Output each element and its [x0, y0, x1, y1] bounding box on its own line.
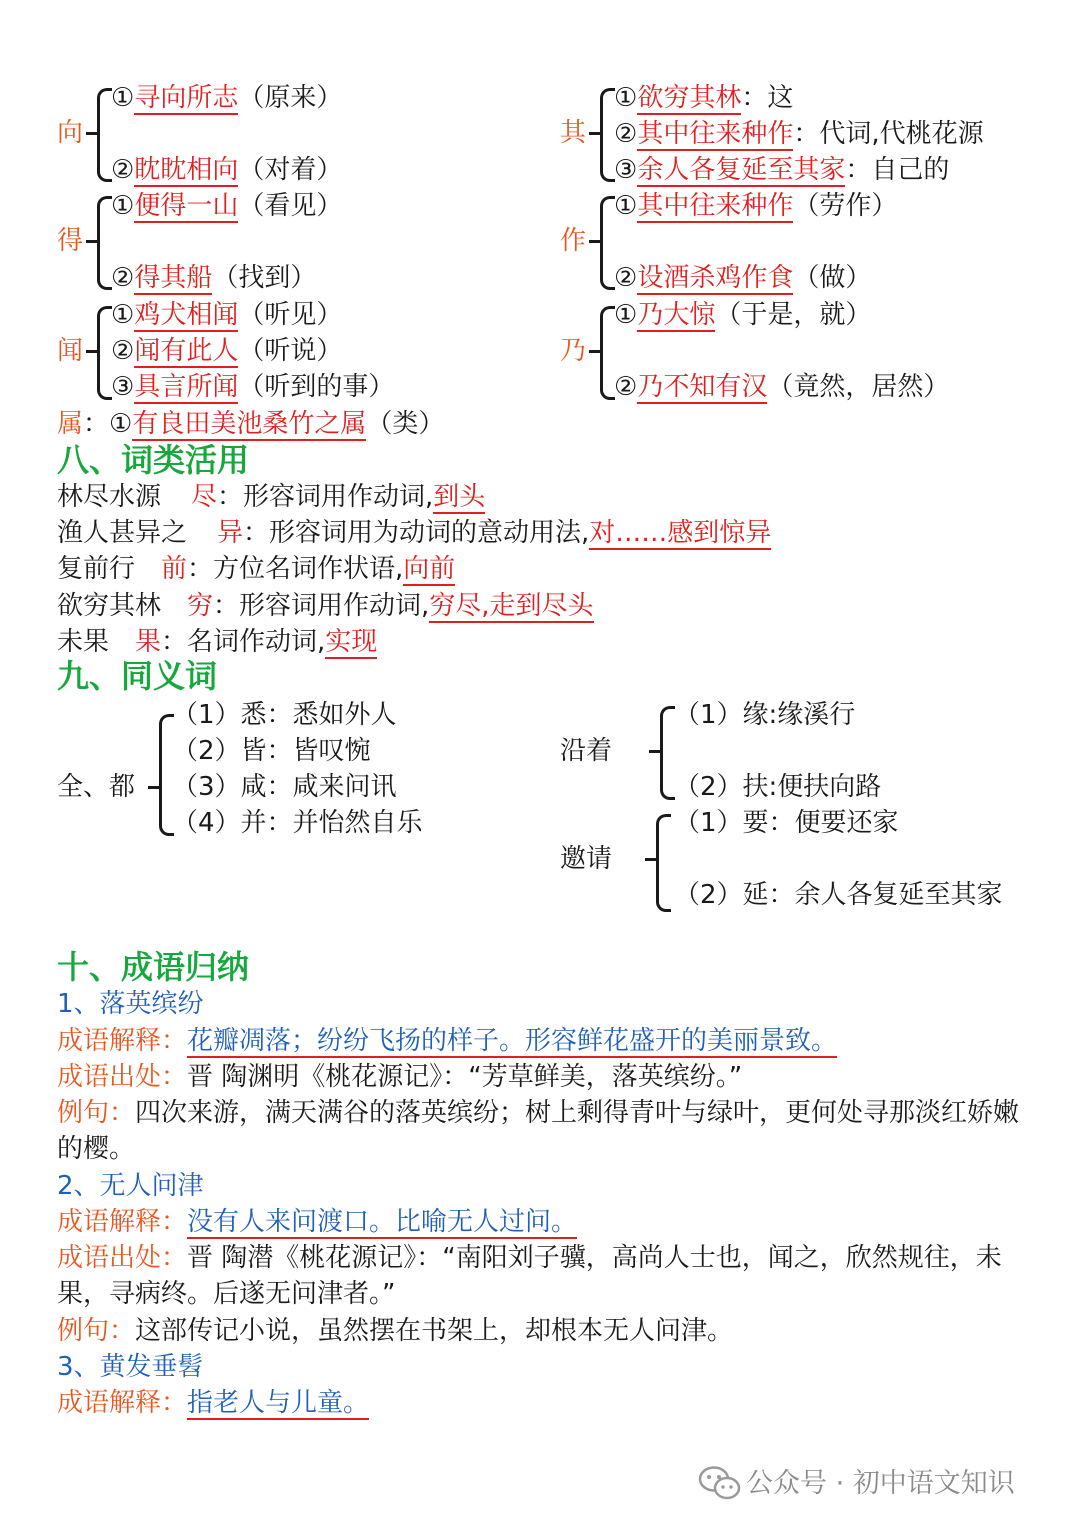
- usage-row: 渔人甚异之 异：形容词用为动词的意动用法,对……感到惊异: [57, 518, 772, 548]
- idiom-source: 成语出处：晋 陶渊明《桃花源记》：“芳草鲜美，落英缤纷。”: [57, 1062, 743, 1092]
- brace: [600, 88, 615, 182]
- polysemy-item: ③余人各复延至其家：自己的: [614, 155, 950, 185]
- idiom-source: 成语出处：晋 陶潜《桃花源记》：“南阳刘子骥，高尚人士也，闻之，欣然规往，未果，寻病终。后遂无问津者。”: [57, 1243, 1002, 1309]
- polysemy-item: ②闻有此人（听说）: [111, 336, 343, 366]
- usage-row: 未果 果：名词作动词,实现: [57, 627, 378, 657]
- idiom-name: 2、无人问津: [57, 1171, 204, 1201]
- polysemy-item: ③具言所闻（听到的事）: [111, 372, 395, 402]
- polysemy-item: ①其中往来种作（劳作）: [614, 191, 898, 221]
- polysemy-item: ②得其船（找到）: [111, 263, 317, 293]
- synonym-item: （3）咸：咸来问讯: [172, 772, 397, 802]
- polysemy-item: ②其中往来种作：代词,代桃花源: [614, 119, 984, 149]
- idiom-explanation: 成语解释：花瓣凋落；纷纷飞扬的样子。形容鲜花盛开的美丽景致。: [57, 1026, 838, 1056]
- usage-row: 欲穷其林 穷：形容词用作动词,穷尽,走到尽头: [57, 591, 594, 621]
- wechat-icon: [698, 1465, 742, 1508]
- brace: [97, 88, 112, 182]
- polysemy-item: ①欲穷其林：这: [614, 83, 794, 113]
- synonym-item: （1）要：便要还家: [674, 808, 899, 838]
- brace: [660, 706, 675, 800]
- synonym-item: （2）延：余人各复延至其家: [674, 880, 1003, 910]
- usage-row: 林尽水源 尽：形容词用作动词,到头: [57, 482, 486, 512]
- polysemy-char-xiang: 向: [57, 118, 84, 148]
- idiom-example: 例句：四次来游，满天满谷的落英缤纷；树上剩得青叶与绿叶，更何处寻那淡红娇嫩的樱。: [57, 1098, 1020, 1164]
- polysemy-char-wen: 闻: [57, 336, 84, 366]
- brace: [656, 814, 671, 912]
- synonym-item: （1）缘:缘溪行: [674, 700, 856, 730]
- brace: [600, 196, 615, 290]
- synonym-key: 全、都: [57, 772, 136, 802]
- polysemy-char-nai: 乃: [560, 336, 587, 366]
- polysemy-char-zuo: 作: [560, 226, 587, 256]
- brace: [600, 306, 615, 400]
- idiom-name: 3、黄发垂髫: [57, 1352, 204, 1382]
- idiom-name: 1、落英缤纷: [57, 989, 204, 1019]
- idiom-explanation: 成语解释：没有人来问渡口。比喻无人过问。: [57, 1207, 578, 1237]
- polysemy-item: ①鸡犬相闻（听见）: [111, 300, 343, 330]
- polysemy-item: ①乃大惊（于是，就）: [614, 300, 872, 330]
- polysemy-item: ①便得一山（看见）: [111, 191, 343, 221]
- section-title-10: 十、成语归纳: [57, 948, 250, 986]
- synonym-item: （1）悉：悉如外人: [172, 700, 397, 730]
- idiom-explanation: 成语解释：指老人与儿童。: [57, 1388, 370, 1418]
- brace: [97, 306, 112, 400]
- polysemy-item: ②设酒杀鸡作食（做）: [614, 263, 872, 293]
- polysemy-item: ②乃不知有汉（竟然，居然）: [614, 372, 950, 402]
- polysemy-item: ②眈眈相向（对着）: [111, 155, 343, 185]
- synonym-item: （2）皆：皆叹惋: [172, 736, 371, 766]
- section-title-9: 九、同义词: [57, 657, 218, 695]
- watermark-text: 公众号 · 初中语文知识: [746, 1468, 1015, 1499]
- synonym-key: 邀请: [560, 844, 613, 874]
- synonym-item: （4）并：并怡然自乐: [172, 808, 423, 838]
- polysemy-item-shu: 属：①有良田美池桑竹之属（类）: [57, 409, 445, 439]
- synonym-key: 沿着: [560, 736, 613, 766]
- synonym-item: （2）扶:便扶向路: [674, 772, 882, 802]
- polysemy-char-de: 得: [57, 226, 84, 256]
- usage-row: 复前行 前：方位名词作状语,向前: [57, 554, 456, 584]
- polysemy-item: ①寻向所志（原来）: [111, 83, 343, 113]
- idiom-example: 例句：这部传记小说，虽然摆在书架上，却根本无人问津。: [57, 1316, 734, 1346]
- polysemy-char-qi: 其: [560, 118, 587, 148]
- section-title-8: 八、词类活用: [57, 441, 250, 479]
- brace: [97, 196, 112, 290]
